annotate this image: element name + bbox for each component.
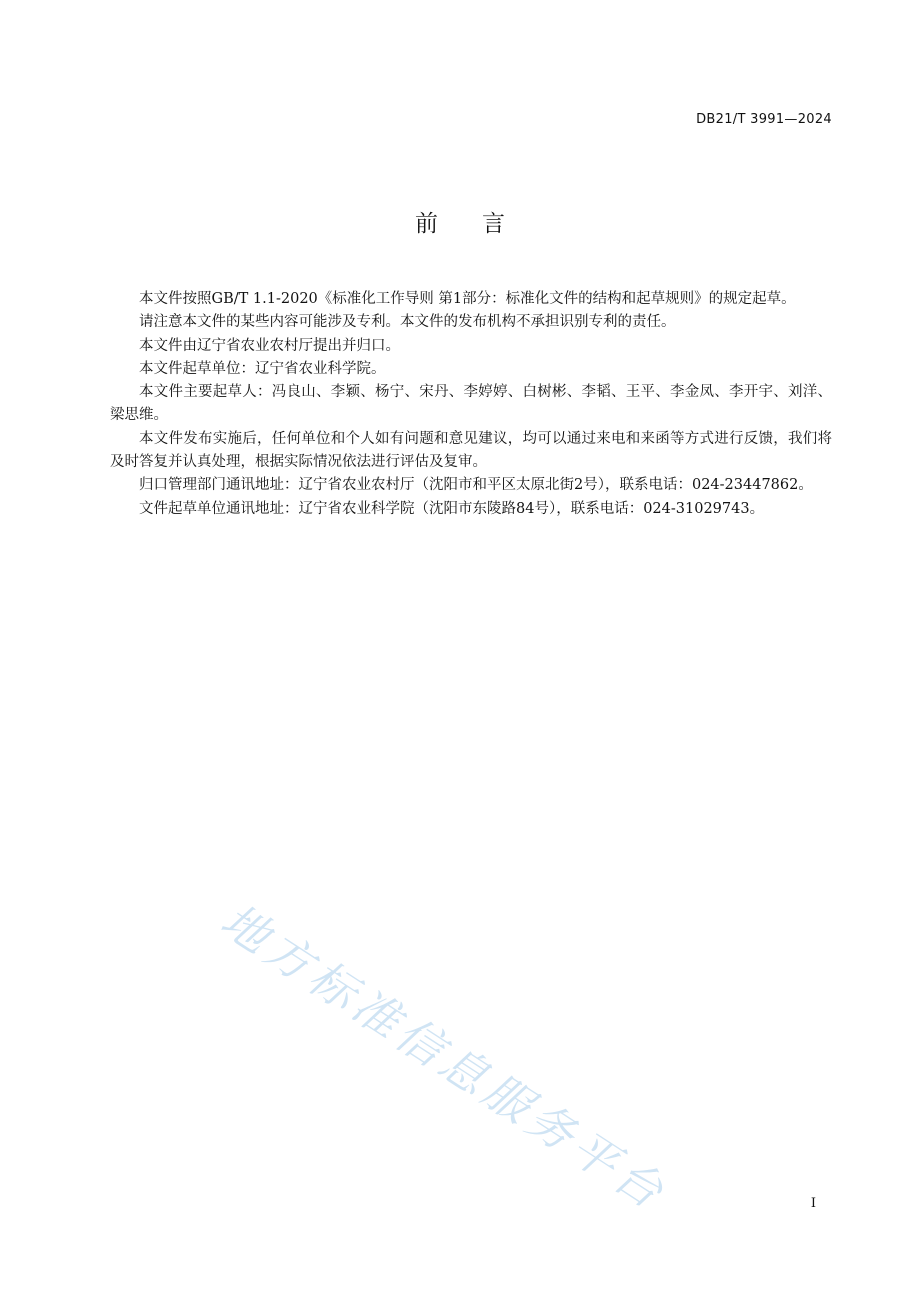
preface-body bbox=[110, 288, 832, 521]
document-code: DB21/T 3991—2024 bbox=[696, 112, 832, 127]
section-heading: 前言 bbox=[415, 211, 549, 237]
watermark: 地方标准信息服务平台 bbox=[211, 892, 678, 1222]
paragraph-drafting-unit: 本文件起草单位：辽宁省农业科学院。 bbox=[139, 360, 386, 377]
page-number: I bbox=[810, 1196, 816, 1211]
paragraph-drafter-address: 文件起草单位通讯地址：辽宁省农业科学院（沈阳市东陵路84号），联系电话：024-31029743。 bbox=[139, 500, 765, 517]
paragraph-proposer: 本文件由辽宁省农业农村厅提出并归口。 bbox=[139, 337, 400, 354]
paragraph-drafting-rules: 本文件按照GB/T 1.1-2020《标准化工作导则 第1部分：标准化文件的结构和起草规则》的规定起草。 bbox=[139, 291, 796, 307]
paragraph-authority-address: 归口管理部门通讯地址：辽宁省农业农村厅（沈阳市和平区太原北街2号），联系电话：024-23447862。 bbox=[139, 477, 813, 494]
paragraph-drafters: 本文件主要起草人：冯良山、李颖、杨宁、宋丹、李婷婷、白树彬、李韬、王平、李金凤、李开宇、刘洋、梁思维。 bbox=[110, 384, 832, 424]
paragraph-feedback: 本文件发布实施后，任何单位和个人如有问题和意见建议，均可以通过来电和来函等方式进行反馈，我们将及时答复并认真处理，根据实际情况依法进行评估及复审。 bbox=[110, 430, 832, 471]
paragraph-patent-notice: 请注意本文件的某些内容可能涉及专利。本文件的发布机构不承担识别专利的责任。 bbox=[139, 314, 676, 331]
